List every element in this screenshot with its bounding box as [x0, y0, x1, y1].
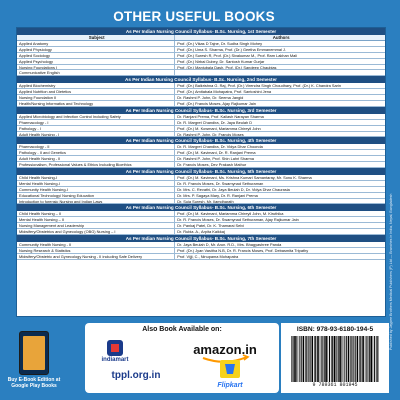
book-subject: Adult Health Nursing - II — [17, 156, 175, 161]
book-authors — [175, 70, 385, 75]
barcode-bar — [343, 336, 344, 382]
barcode-bar — [353, 336, 354, 382]
amazon-label: amazon.in — [193, 342, 257, 357]
book-authors: Dr. Rashmi P. John, Dr. Seema Jangid — [177, 95, 244, 101]
book-authors: Dr. Ranjani Prema, Prof. Kailash Narayan Sharma — [177, 113, 264, 119]
barcode-bar — [342, 336, 343, 382]
flipkart-icon — [205, 360, 255, 390]
barcode-bar — [377, 336, 378, 382]
book-subject: Applied Nutrition and Dietetics — [17, 89, 175, 94]
book-authors: Prof. (Dr.) Amitabala Mohapatra, Prof. Santoshini Jena — [177, 89, 272, 95]
book-subject: Pathology - II and Genetics — [17, 150, 175, 155]
book-authors: Prof. (Dr.) M. Kavimani, Dr. R. Ranjani Prema — [177, 150, 256, 156]
book-authors: Prof. (Dr.) M. Kowmani, Mariamma Chireyil John — [177, 125, 261, 131]
book-authors: Dr. Mrs. P. Sagaya Mary, Dr. R. Ranjani Prema — [177, 192, 258, 198]
barcode-bar — [369, 336, 370, 382]
barcode-bar — [336, 336, 337, 382]
book-authors: Dr. R. Margret Chandira, Dr. Vidya Dhar Choonda — [177, 144, 263, 150]
book-authors: Prof. (Dr.) Uma S. Sharma, Prof. (Dr.) Geetha Emmanemmal J. — [177, 46, 286, 52]
book-authors: Dr. Rashmi P. John, Dr. Francis Moses — [177, 131, 244, 137]
semester-heading: As Per Indian Nursing Council Syllabus- B.Sc. Nursing, 4th Semester — [17, 137, 385, 144]
barcode-bar — [338, 336, 339, 382]
tppl-icon — [91, 366, 181, 382]
book-subject: Child Health Nursing-I — [17, 175, 175, 180]
tppl-logo[interactable] — [91, 366, 181, 387]
barcode-bar — [317, 336, 319, 382]
barcode-bar — [308, 336, 309, 382]
barcode-bar — [366, 336, 367, 382]
book-subject: Applied Physiology — [17, 47, 175, 52]
isbn-label: ISBN: 978-93-6180-194-5 — [296, 326, 374, 333]
book-authors: Dr. R. Francis Moses, Dr. Swamynad Sethuraman, Ajay Rajkumar Jain — [177, 217, 299, 223]
barcode-bar — [324, 336, 325, 382]
barcode-bar — [373, 336, 374, 382]
book-subject: Applied Biochemistry — [17, 83, 175, 88]
barcode-bar — [296, 336, 297, 382]
book-subject: Mental Health Nursing – II — [17, 217, 175, 222]
barcode-bar — [291, 336, 292, 382]
publisher-side-text: Published by Jaypee Brothers Medical Publishers (P) Ltd — Branches in India, Nepal, Bangladesh — [389, 193, 393, 350]
barcode-bar — [298, 336, 299, 382]
book-authors: Prof. Vijji, C., Ninupama Mohapatra — [177, 253, 239, 259]
barcode-bar — [359, 336, 360, 382]
barcode-number: 9 789361 801945 — [312, 382, 358, 388]
book-subject: Applied Psychology — [17, 59, 175, 64]
book-subject: Professionalism, Professional Values & Ethics Including Bioethics — [17, 162, 175, 167]
book-authors: Dr. Jaya Beulah D, Mr. Arun. R.D., Mrs. Bhagyashree Panda — [177, 242, 282, 247]
book-subject: Child Health Nursing – II — [17, 211, 175, 216]
book-subject: Pathology - I — [17, 126, 175, 131]
barcode-bar — [315, 336, 316, 382]
book-subject: Applied Microbiology and Infection Control Including Safety — [17, 114, 175, 119]
book-authors: Dr. Rashmi P. John, Prof. Shin Lahri Sharma — [177, 156, 254, 162]
book-authors: Dr. Francis Moses, Dev Prakash Mathur — [177, 162, 247, 168]
barcode-bar — [312, 336, 314, 382]
retailer-logos — [85, 336, 279, 391]
barcode-bar — [355, 336, 356, 382]
barcode-bar — [362, 336, 364, 382]
book-subject: Nursing Management and Leadership — [17, 223, 175, 228]
barcode-bar — [332, 336, 333, 382]
authors-column-header: Authors — [272, 35, 290, 40]
barcode-bar — [339, 336, 341, 382]
book-authors: Prof. (Dr.) Balkrishna G. Raj, Prof. (Dr.) Virendra Singh Choudhary, Prof. (Dr.) K. Chandra Sarin — [177, 83, 341, 89]
barcode-bar — [346, 336, 347, 382]
book-subject: Community Health Nursing-I — [17, 187, 175, 192]
book-authors: Prof. (Dr.) Francis Moses, Ajay Rajkumar Jain — [177, 101, 256, 106]
barcode-bar — [299, 336, 300, 382]
barcode-bar — [322, 336, 323, 382]
table-row — [17, 254, 385, 260]
semester-heading: As Per Indian Nursing Council Syllabus- B.Sc. Nursing, 3rd Semester — [17, 107, 385, 114]
isbn-box — [281, 323, 389, 393]
barcode-bar — [305, 336, 306, 382]
books-table — [16, 27, 386, 317]
barcode-bar — [293, 336, 294, 382]
barcode-bar — [370, 336, 372, 382]
barcode — [289, 336, 381, 382]
book-subject: Pharmacology - II — [17, 144, 175, 149]
book-subject: Nursing Research & Statistics — [17, 248, 175, 253]
book-subject: Applied Anatomy — [17, 41, 175, 46]
flipkart-label: Flipkart — [217, 382, 243, 389]
book-subject: Mental Health Nursing-I — [17, 181, 175, 186]
book-subject: Adult Health Nursing - I — [17, 132, 175, 137]
barcode-bar — [301, 336, 302, 382]
book-subject: Health/Nursing Informatics and Technology — [17, 101, 175, 106]
indiamart-label: indiamart — [101, 357, 129, 362]
book-authors: Dr. Pankaj Patel, Dr. K. Thamarai Selvi — [177, 223, 244, 229]
barcode-bar — [344, 336, 345, 382]
barcode-bar — [368, 336, 369, 382]
book-subject: Communicative English — [17, 70, 175, 75]
semester-heading: As Per Indian Nursing Council Syllabus- B.Sc. Nursing, 5th Semester — [17, 168, 385, 175]
barcode-bar — [350, 336, 351, 382]
book-subject: Nursing Foundation II — [17, 95, 175, 100]
book-subject: Pharmacology - I — [17, 120, 175, 125]
barcode-bar — [303, 336, 305, 382]
page-title: OTHER USEFUL BOOKS — [113, 9, 275, 24]
barcode-bar — [328, 336, 329, 382]
semester-heading: As Per Indian Nursing Council Syllabus- B.Sc. Nursing, 2nd Semester — [17, 76, 385, 83]
barcode-bar — [357, 336, 359, 382]
book-authors: Dr. R. Francis Moses, Dr. Swamynad Sethuraman — [177, 180, 264, 186]
barcode-bar — [306, 336, 307, 382]
barcode-bar — [314, 336, 315, 382]
phone-icon — [19, 331, 49, 375]
also-available-title: Also Book Available on: — [142, 326, 222, 333]
book-authors: Prof. (Dr.) M. Kavimani, Mariamma Chireyil John, M. Kiruthika — [177, 211, 284, 217]
barcode-bar — [329, 336, 330, 382]
book-subject: Community Health Nursing - II — [17, 242, 175, 247]
book-authors: Prof. (Dr.) Suresh R, Prof. (Dr.) Sivakumar M., Prof. Ram Lakhan Mali — [177, 52, 298, 58]
barcode-bar — [351, 336, 352, 382]
book-authors: Prof. (Dr.) Nirbai Dubey, Dr. Santosh Kumar Gurjar — [177, 58, 265, 64]
semester-heading: As Per Indian Nursing Council Syllabus- B.Sc. Nursing, 1st Semester — [17, 28, 385, 35]
barcode-bar — [376, 336, 377, 382]
barcode-bar — [320, 336, 321, 382]
book-authors: Dr. Suja Suresh, Mr. Ilamdharath — [177, 198, 234, 204]
flipkart-logo[interactable] — [205, 360, 255, 395]
barcode-bar — [365, 336, 366, 382]
barcode-bar — [334, 336, 336, 382]
also-available-box — [85, 323, 279, 393]
barcode-bar — [321, 336, 322, 382]
book-subject: Introduction to forensic Nursing and Indian Laws — [17, 199, 175, 204]
barcode-bar — [360, 336, 361, 382]
barcode-bar — [310, 336, 311, 382]
book-authors: Prof. (Dr.) M. Kavimani, Ms. Krishna Kumari Samantaray, Mr. Sonu K. Sharma — [177, 175, 312, 180]
ebook-promo[interactable] — [4, 331, 64, 395]
semester-heading: As Per Indian Nursing Council Syllabus- B.Sc. Nursing, 7th Semester — [17, 235, 385, 242]
indiamart-icon — [91, 340, 139, 362]
barcode-bar — [374, 336, 375, 382]
indiamart-logo[interactable] — [91, 340, 139, 367]
book-authors: Prof. (Dr.) Manjubala Dash, Prof. (Dr.) Sandeep Chaubias — [177, 64, 277, 70]
book-authors: Prof. (Dr.) Jyan Vasitha N.B, Dr. R. Francis Moses, Prof. Debasmita Tripathy — [177, 247, 309, 253]
book-authors: Dr. R. Margret Chandira, Dr. Jaya Beulah D — [177, 119, 253, 125]
barcode-bar — [325, 336, 327, 382]
book-subject: Applied Sociology — [17, 53, 175, 58]
book-authors: Dr. Rubia. A., Arpita Kaikkaj — [177, 229, 225, 235]
book-subject: Nursing Foundations I — [17, 65, 175, 70]
tppl-label: tppl.org.in — [111, 370, 161, 381]
book-subject: Educational Technology/ Nursing Education — [17, 193, 175, 198]
book-authors: Prof. (Dr.) Vikas D Tajne, Dr. Sudha Singh Mohey — [177, 41, 263, 46]
ebook-text: Buy E-Book Edition at Google Play Books — [7, 377, 61, 389]
barcode-bar — [348, 336, 350, 382]
semester-heading: As Per Indian Nursing Council Syllabus- B.Sc. Nursing, 6th Semester — [17, 204, 385, 211]
barcode-bar — [331, 336, 332, 382]
book-authors: Dr. Mrs. C. Revathi, Dr. Jaya Beulah D, Dr. Vidya Dhar Chaurasia — [177, 186, 290, 192]
subject-column-header: Subject — [17, 35, 175, 40]
book-subject: Midwifery/Obstetric and Gynecology Nursing - II including Safe Delivery — [17, 254, 175, 259]
barcode-bar — [294, 336, 296, 382]
book-subject: Midwifery/Obstetrics and Gynecology (OBG) Nursing – I — [17, 229, 175, 234]
